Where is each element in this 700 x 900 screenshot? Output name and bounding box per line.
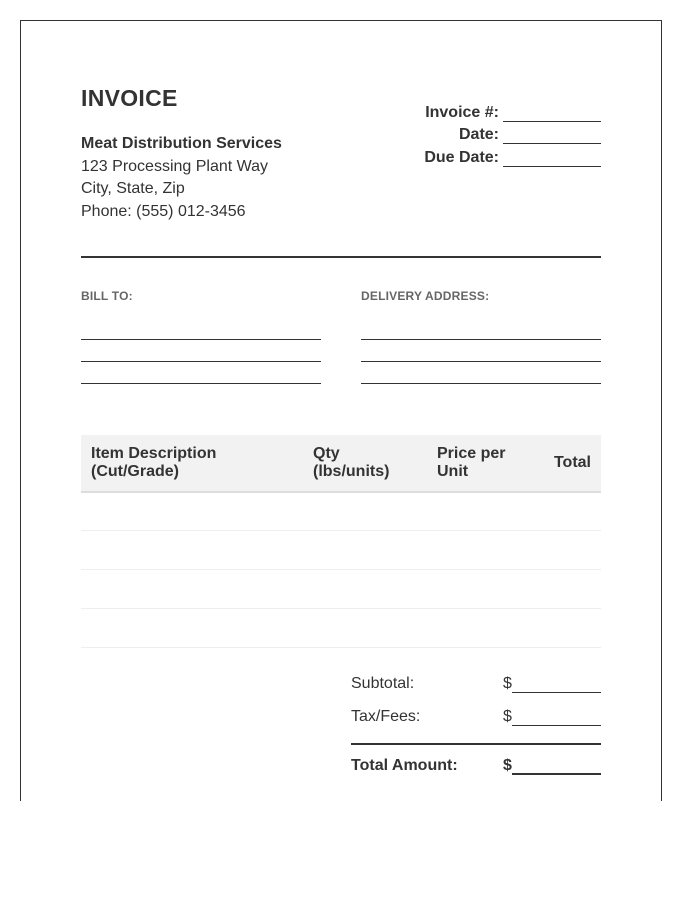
invoice-number-label: Invoice #: (425, 103, 499, 121)
bill-to-label: BILL TO: (81, 289, 133, 303)
delivery-line-3[interactable] (361, 383, 601, 384)
invoice-date-field[interactable] (503, 128, 601, 144)
delivery-line-2[interactable] (361, 361, 601, 362)
invoice-number-field[interactable] (503, 106, 601, 122)
header-divider (81, 256, 601, 258)
company-block (81, 133, 282, 223)
invoice-page (20, 20, 662, 801)
total-amount-row (351, 757, 601, 775)
due-date-field[interactable] (503, 151, 601, 167)
subtotal-currency: $ (503, 675, 512, 692)
column-item-description: Item Description (Cut/Grade) (91, 445, 217, 480)
tax-field[interactable] (512, 710, 601, 726)
subtotal-label: Subtotal: (351, 675, 415, 692)
subtotal-row (351, 675, 601, 693)
table-row[interactable] (81, 608, 601, 609)
subtotal-value (503, 675, 601, 693)
table-row[interactable] (81, 569, 601, 570)
bill-to-line-1[interactable] (81, 339, 321, 340)
column-price-per-unit: Price per Unit (437, 445, 506, 480)
total-amount-label: Total Amount: (351, 757, 458, 774)
column-qty: Qty (lbs/units) (313, 445, 390, 480)
table-row[interactable] (81, 530, 601, 531)
company-name: Meat Distribution Services (81, 135, 282, 152)
invoice-date-label: Date: (458, 126, 499, 143)
tax-label: Tax/Fees: (351, 708, 421, 725)
invoice-title: INVOICE (81, 85, 178, 111)
delivery-address-label: DELIVERY ADDRESS: (361, 289, 490, 303)
total-amount-field[interactable] (512, 758, 601, 775)
invoice-number-row (424, 99, 601, 122)
bill-to-line-3[interactable] (81, 383, 321, 384)
tax-currency: $ (503, 708, 512, 725)
tax-row (351, 708, 601, 726)
column-total: Total (553, 454, 591, 471)
items-table-header (81, 435, 601, 493)
tax-value (503, 708, 601, 726)
due-date-label: Due Date: (424, 148, 499, 166)
bill-to-line-2[interactable] (81, 361, 321, 362)
total-amount-value (503, 757, 601, 775)
invoice-meta (424, 99, 601, 167)
subtotal-field[interactable] (512, 677, 601, 693)
company-phone: Phone: (555) 012-3456 (81, 202, 246, 220)
summary-divider (351, 743, 601, 745)
total-currency: $ (503, 757, 512, 774)
due-date-row (424, 144, 601, 167)
delivery-line-1[interactable] (361, 339, 601, 340)
table-row[interactable] (81, 647, 601, 648)
company-address-line2: City, State, Zip (81, 180, 185, 197)
invoice-date-row (424, 122, 601, 145)
company-address-line1: 123 Processing Plant Way (81, 157, 269, 175)
